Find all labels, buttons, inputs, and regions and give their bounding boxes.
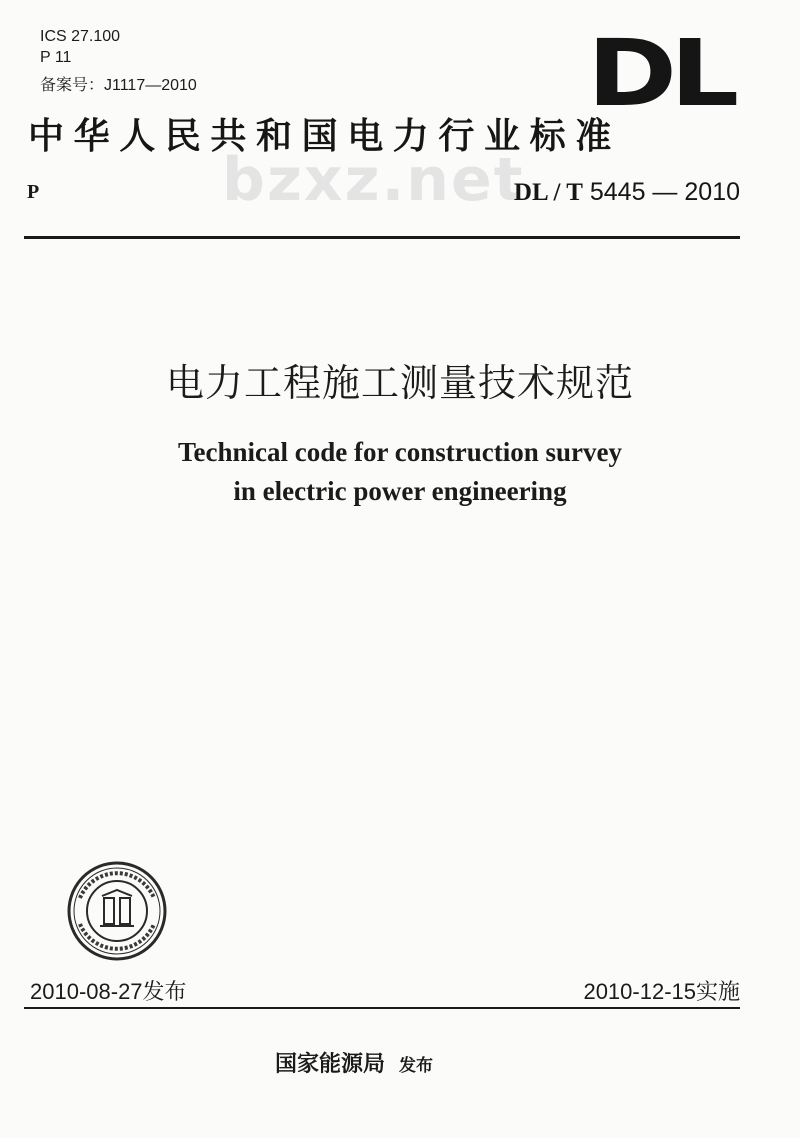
standard-prefix: DL / T (513, 179, 583, 206)
publisher-suffix: 发布 (399, 1056, 434, 1076)
watermark: bzxz.net (222, 145, 525, 215)
publisher-seal-icon (66, 860, 168, 962)
implementation-date: 2010-12-15实施 (583, 979, 740, 1004)
document-title-chinese: 电力工程施工测量技术规范 (165, 361, 634, 405)
ics-code: ICS 27.100 (40, 28, 121, 45)
publisher-name: 国家能源局 (275, 1052, 386, 1077)
document-title-english-line1: Technical code for construction survey (178, 437, 622, 467)
record-number: 备案号：J1117—2010 (40, 77, 197, 94)
issue-date: 2010-08-27发布 (30, 979, 187, 1004)
document-title-english-line2: in electric power engineering (233, 476, 567, 506)
dl-logo: DL (587, 20, 733, 127)
standard-code: 5445 — 2010 (589, 178, 740, 206)
category-letter: P (27, 181, 40, 203)
classification-code: P 11 (40, 49, 72, 66)
standard-number (514, 178, 740, 207)
footer-divider (24, 1007, 740, 1009)
header-divider (24, 236, 740, 239)
industry-standard-title: 中华人民共和国电力行业标准 (28, 116, 621, 157)
publisher (275, 1047, 433, 1078)
